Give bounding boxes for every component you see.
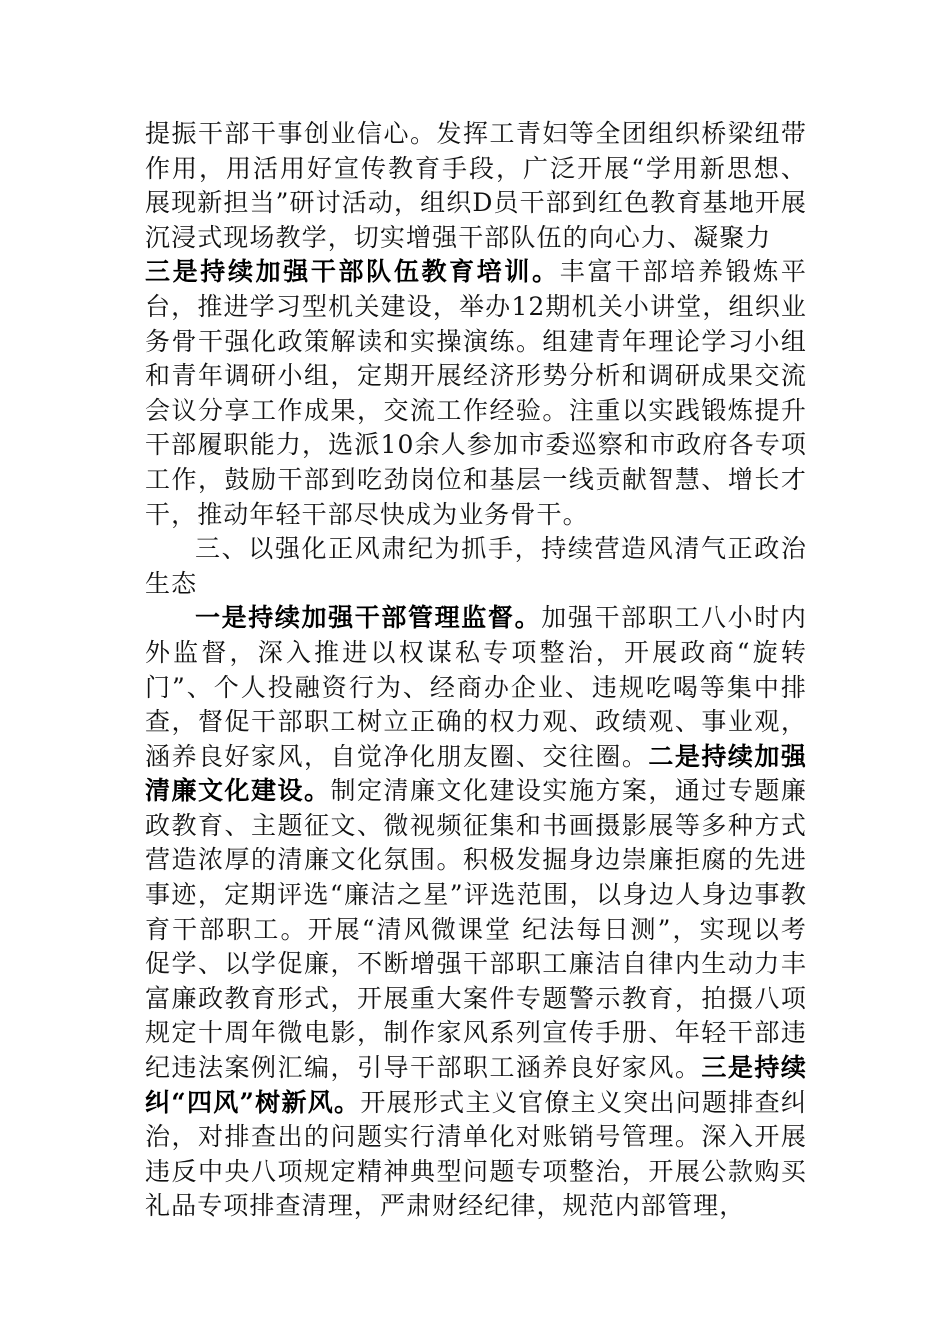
section-heading: 三、以强化正风肃纪为抓手，持续营造风清气正政治生态 bbox=[145, 534, 807, 598]
paragraph-3-text-2: 制定清廉文化建设实施方案，通过专题廉政教育、主题征文、微视频征集和书画摄影展等多种方式营造浓厚的清廉文化氛围。积极发掘身边崇廉拒腐的先进事迹，定期评选“廉洁之星”评选范围，以身边人身边事教育干部职工。开展“清风微课堂 纪法每日测”，实现以考促学、以学促廉，不断增强干部职工廉洁自律内生动力丰富廉政教育形式，开展重大案件专题警示教育，拍摄八项规定十周年微电影，制作家风系列宣传手册、年轻干部违纪违法案例汇编，引导干部职工涵养良好家风。 bbox=[145, 776, 807, 1083]
paragraph-1 bbox=[145, 117, 807, 255]
paragraph-3 bbox=[145, 601, 807, 1224]
paragraph-2 bbox=[145, 255, 807, 532]
paragraph-2-text: 丰富干部培养锻炼平台，推进学习型机关建设，举办12期机关小讲堂，组织业务骨干强化政策解读和实操演练。组建青年理论学习小组和青年调研小组，定期开展经济形势分析和调研成果交流会议分享工作成果，交流工作经验。注重以实践锻炼提升干部履职能力，选派10余人参加市委巡察和市政府各专项工作，鼓励干部到吃劲岗位和基层一线贡献智慧、增长才干，推动年轻干部尽快成为业务骨干。 bbox=[145, 257, 807, 529]
document-page bbox=[145, 117, 807, 1224]
paragraph-1-text: 提振干部干事创业信心。发挥工青妇等全团组织桥梁纽带作用，用活用好宣传教育手段，广泛开展“学用新思想、展现新担当”研讨活动，组织D员干部到红色教育基地开展沉浸式现场教学，切实增强干部队伍的向心力、凝聚力 bbox=[145, 119, 807, 252]
paragraph-3-text-3: 开展形式主义官僚主义突出问题排查纠治，对排查出的问题实行清单化对账销号管理。深入开展违反中央八项规定精神典型问题专项整治，开展公款购买礼品专项排查清理，严肃财经纪律，规范内部管理， bbox=[145, 1087, 807, 1221]
paragraph-3-bold-lead-1: 一是持续加强干部管理监督。 bbox=[195, 603, 542, 633]
paragraph-3-text-1: 加强干部职工八小时内外监督，深入推进以权谋私专项整治，开展政商“旋转门”、个人投融资行为、经商办企业、违规吃喝等集中排查，督促干部职工树立正确的权力观、政绩观、事业观，涵养良好家风，自觉净化朋友圈、交往圈。 bbox=[145, 603, 807, 771]
paragraph-2-bold-lead: 三是持续加强干部队伍教育培训。 bbox=[145, 257, 560, 287]
paragraph-3-bold-lead-2: 二是持续加强清廉文化建设。 bbox=[145, 741, 807, 806]
paragraph-3-bold-lead-3: 三是持续纠“四风”树新风。 bbox=[145, 1053, 807, 1117]
